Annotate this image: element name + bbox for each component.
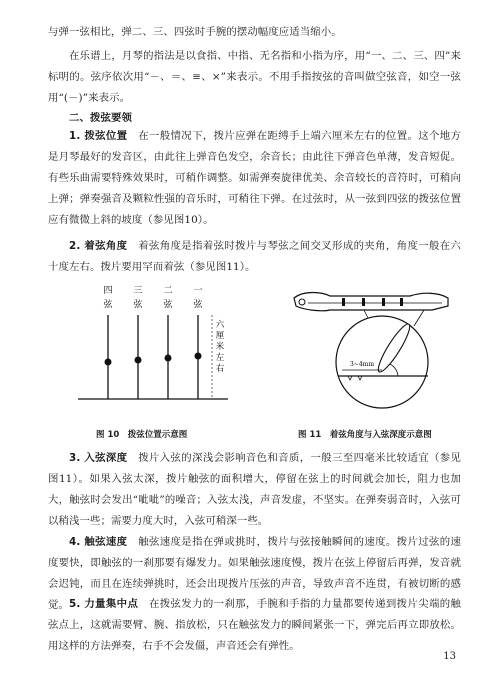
depth-label: 3~4mm [349, 361, 375, 368]
angle-arc [390, 364, 398, 376]
paragraph-plucking-position [48, 126, 461, 231]
connector-line [364, 310, 368, 318]
string-tick [348, 376, 352, 380]
measure-char: 左 [215, 353, 225, 363]
pluck-point-1 [195, 353, 202, 360]
measure-char: 右 [215, 364, 225, 374]
instrument-neck [294, 293, 448, 311]
string-word: 弦 [133, 300, 143, 310]
paragraph-force-point [48, 594, 461, 657]
paragraph-body: 拨片入弦的深浅会影响音色和音质，一般三至四毫米比较适宜（参见图11）。如果入弦太深，拨片触弦的面积增大，停留在弦上的时间就会加长，阻力也加大，触弦时会发出“呲呲”的噪音；入弦太浅，声音发虚，不坚实。在弹奏弱音时，入弦可以稍浅一些；需要力度大时，入弦可稍深一些。 [48, 452, 462, 527]
measure-char: 厘 [215, 331, 225, 341]
paragraph-title: 1. 拨弦位置 [69, 130, 128, 142]
string-word: 弦 [103, 300, 113, 310]
paragraph-title: 4. 触弦速度 [69, 536, 128, 548]
paragraph-body: 在拨弦发力的一刹那，手腕和手指的力量都要传递到拨片尖端的触弦点上，这就需要臂、腕、指放松，只在触弦发力的瞬间紧张一下，弹完后再立即放松。用这样的方法弹奏，右手不会发僵，声音还会有弹性。 [48, 598, 461, 652]
instrument-fret [362, 298, 365, 306]
string-tick [358, 376, 362, 380]
pluck-point-3 [135, 357, 142, 364]
page-number: 13 [443, 651, 456, 662]
string-label-1: 一 [193, 286, 203, 296]
figure-11-caption: 图 11 着弦角度与入弦深度示意图 [298, 430, 432, 440]
figure-10-caption: 图 10 拨弦位置示意图 [96, 430, 188, 440]
connector-line [414, 310, 424, 326]
instrument-fret [400, 298, 403, 306]
paragraph-string-angle [48, 236, 461, 278]
string-label-3: 三 [133, 286, 143, 296]
paragraph-title: 5. 力量集中点 [69, 598, 139, 610]
figure-10-diagram [70, 283, 240, 415]
string-label-2: 二 [163, 286, 173, 296]
measure-char: 六 [215, 320, 225, 330]
paragraph-title: 3. 入弦深度 [69, 452, 128, 464]
paragraph-body: 在一般情况下，拨片应弹在距缚手上端六厘米左右的位置。这个地方是月琴最好的发音区，由此往上弹音色发空，余音长；由此往下弹音色单薄，发音短促。有些乐曲需要特殊效果时，可稍作调整。如需弹奏旋律优美、余音较长的音符时，可稍向上弹；弹奏强音及颗粒性强的音乐时，可稍往下弹。在过弦时，从一弦到四弦的拨弦位置应有微微上斜的坡度（参见图10）。 [48, 130, 462, 226]
paragraph-body: 触弦速度是指在弹或挑时，拨片与弦接触瞬间的速度。拨片过弦的速度要快，即触弦的一刹那要有爆发力。如果触弦速度慢，拨片在弦上停留后再弹，发音就会迟钝，而且在连续弹挑时，还会出现拨片压弦的声音，导致声音不连贯，有被切断的感觉。 [48, 536, 462, 611]
string-word: 弦 [163, 300, 173, 310]
paragraph-body: 着弦角度是指着弦时拨片与琴弦之间交叉形成的夹角，角度一般在六十度左右。拨片要用罕而着弦（参见图11）。 [48, 240, 462, 273]
section-heading: 二、拨弦要领 [69, 112, 132, 124]
pluck-point-2 [165, 355, 172, 362]
instrument-fret [342, 298, 345, 306]
instrument-fret [382, 298, 385, 306]
paragraph-string-depth [48, 448, 461, 532]
figure-11-diagram [282, 280, 462, 420]
paragraph-fingering-notation: 在乐谱上，月琴的指法是以食指、中指、无名指和小指为序，用“一、二、三、四”来标明的。弦序依次用“－、＝、≡、×”来表示。不用手指按弦的音叫做空弦音，如空一弦用“(－)”来表示。 [48, 50, 461, 104]
paragraph-wrist-motion: 与弹一弦相比，弹二、三、四弦时手腕的摆动幅度应适当缩小。 [48, 26, 342, 38]
paragraph-title: 2. 着弦角度 [69, 240, 128, 252]
tuning-peg [299, 299, 305, 305]
string-label-4: 四 [103, 286, 113, 296]
string-word: 弦 [193, 300, 203, 310]
measure-char: 米 [215, 342, 225, 352]
pluck-point-4 [105, 359, 112, 366]
